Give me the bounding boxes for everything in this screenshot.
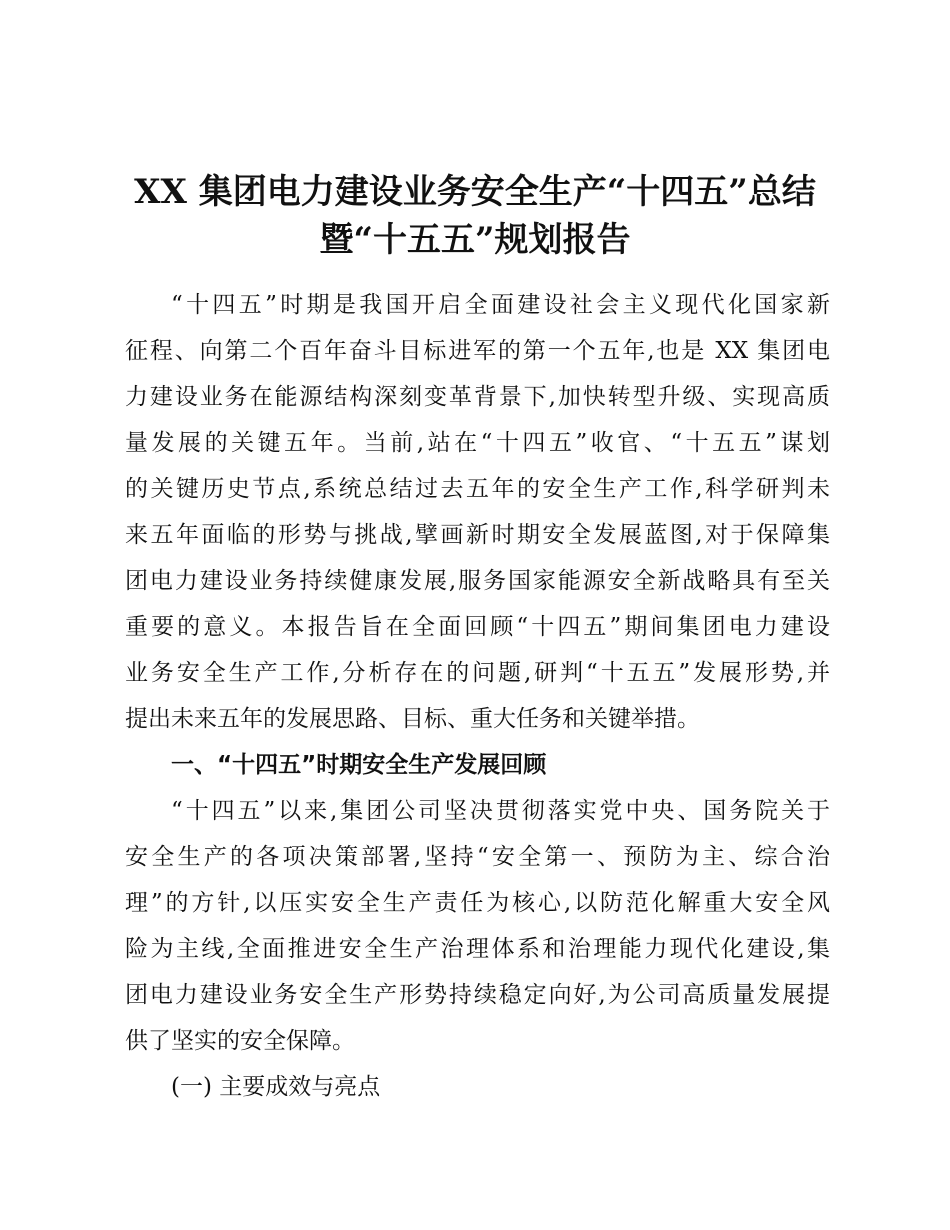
intro-paragraph-line: 重要的意义。本报告旨在全面回顾“十四五”期间集团电力建设 [125,614,830,640]
intro-paragraph-line: “十四五”时期是我国开启全面建设社会主义现代化国家新 [171,292,830,318]
intro-paragraph-line: 量发展的关键五年。当前,站在“十四五”收官、“十五五”谋划 [125,430,830,456]
section-paragraph-line: 供了坚实的安全保障。 [125,1028,355,1054]
document-body [125,282,830,1110]
section-paragraph-line: “十四五”以来,集团公司坚决贯彻落实党中央、国务院关于 [171,798,830,824]
intro-paragraph-line: 来五年面临的形势与挑战,擘画新时期安全发展蓝图,对于保障集 [125,522,830,548]
section-paragraph-line: 安全生产的各项决策部署,坚持“安全第一、预防为主、综合治 [125,844,830,870]
subsection-heading: (一) 主要成效与亮点 [171,1074,381,1100]
intro-paragraph-line: 的关键历史节点,系统总结过去五年的安全生产工作,科学研判未 [125,476,830,502]
intro-paragraph-line: 团电力建设业务持续健康发展,服务国家能源安全新战略具有至关 [125,568,830,594]
section-heading: 一、“十四五”时期安全生产发展回顾 [171,752,547,778]
intro-paragraph-line: 提出未来五年的发展思路、目标、重大任务和关键举措。 [125,706,700,732]
document-title-line-2: 暨“十五五”规划报告 [319,220,631,260]
document-title-line-1: XX 集团电力建设业务安全生产“十四五”总结 [134,172,816,212]
intro-paragraph-line: 力建设业务在能源结构深刻变革背景下,加快转型升级、实现高质 [125,384,830,410]
section-paragraph-line: 团电力建设业务安全生产形势持续稳定向好,为公司高质量发展提 [125,982,830,1008]
section-paragraph-line: 险为主线,全面推进安全生产治理体系和治理能力现代化建设,集 [125,936,830,962]
intro-paragraph-line: 征程、向第二个百年奋斗目标进军的第一个五年,也是 XX 集团电 [125,338,830,364]
intro-paragraph-line: 业务安全生产工作,分析存在的问题,研判“十五五”发展形势,并 [125,660,830,686]
section-paragraph-line: 理”的方针,以压实安全生产责任为核心,以防范化解重大安全风 [125,890,830,916]
